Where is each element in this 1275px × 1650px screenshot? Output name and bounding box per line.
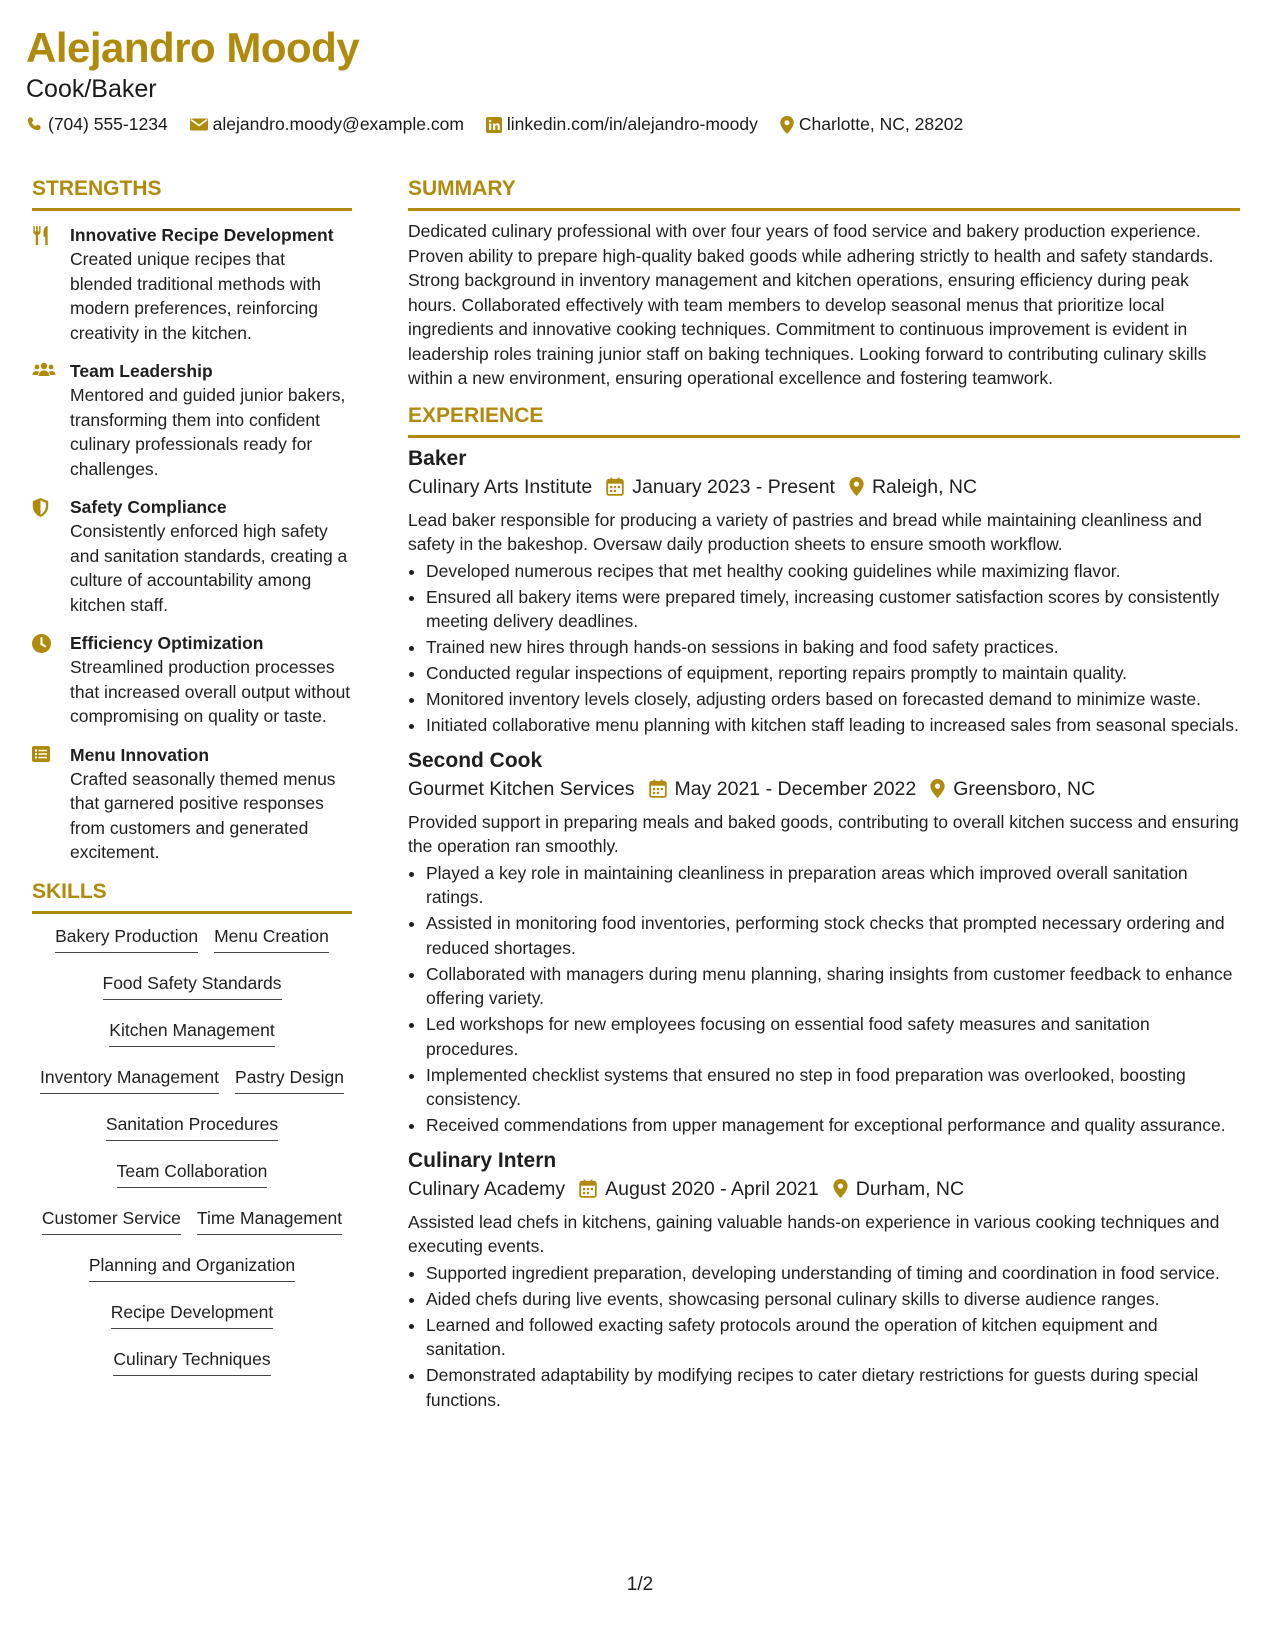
contact-email[interactable]	[190, 114, 464, 135]
job-entry	[408, 446, 1240, 738]
job-meta	[408, 1174, 1240, 1204]
strength-desc: Created unique recipes that blended traditional methods with modern preferences, reinforcing creativity in the kitchen.	[70, 249, 321, 343]
job-bullets	[408, 1261, 1240, 1413]
job-company: Culinary Arts Institute	[408, 475, 593, 498]
skill-tag: Inventory Management	[40, 1063, 219, 1094]
job-bullet: • Ensured all bakery items were prepared timely, increasing customer satisfaction scores by consistently meeting delivery deadlines.	[426, 585, 1240, 634]
utensils-icon	[32, 226, 49, 245]
job-location	[833, 1174, 964, 1204]
shield-icon	[32, 498, 49, 517]
job-bullet: • Received commendations from upper management for exceptional performance and quality assurance.	[426, 1113, 1240, 1138]
job-bullet: • Developed numerous recipes that met healthy cooking guidelines while maximizing flavor.	[426, 559, 1240, 584]
job-bullet: • Implemented checklist systems that ensured no step in food preparation was overlooked, boosting consistency.	[426, 1063, 1240, 1112]
skills-list	[32, 922, 352, 1392]
skill-tag: Culinary Techniques	[113, 1345, 270, 1376]
job-bullet: • Assisted in monitoring food inventories, performing stock checks that prompted necessary ordering and reduced shortages.	[426, 911, 1240, 960]
job-dates-text: May 2021 - December 2022	[674, 777, 917, 800]
strength-item	[32, 495, 352, 617]
skill-tag: Recipe Development	[111, 1298, 273, 1329]
job-description: Lead baker responsible for producing a variety of pastries and bread while maintaining cleanliness and safety in the bakeshop. Oversaw daily production sheets to ensure smooth workflow.	[408, 509, 1202, 554]
experience-heading: EXPERIENCE	[408, 403, 1240, 438]
job-bullets	[408, 559, 1240, 738]
strengths-list	[32, 223, 352, 865]
calendar-icon	[606, 477, 624, 496]
job-bullet: • Monitored inventory levels closely, adjusting orders based on forecasted demand to minimize waste.	[426, 687, 1240, 712]
skill-tag: Menu Creation	[214, 922, 329, 953]
job-title: Baker	[408, 446, 467, 470]
skill-tag: Kitchen Management	[109, 1016, 274, 1047]
envelope-icon	[190, 117, 208, 132]
job-location-text: Raleigh, NC	[871, 475, 978, 498]
clock-icon	[32, 634, 51, 653]
right-column	[408, 176, 1240, 1422]
job-meta	[408, 472, 1240, 502]
skills-heading: SKILLS	[32, 879, 352, 914]
job-bullet: • Conducted regular inspections of equipment, reporting repairs promptly to maintain quality.	[426, 661, 1240, 686]
strength-title: Safety Compliance	[70, 497, 227, 517]
skill-tag: Sanitation Procedures	[106, 1110, 278, 1141]
candidate-role: Cook/Baker	[26, 75, 157, 103]
contact-location	[780, 114, 963, 135]
job-bullet: • Played a key role in maintaining cleanliness in preparation areas which improved overall sanitation ratings.	[426, 861, 1240, 910]
strength-item	[32, 359, 352, 481]
job-dates-text: January 2023 - Present	[632, 475, 835, 498]
map-pin-icon	[833, 1179, 848, 1198]
strength-desc: Streamlined production processes that increased overall output without compromising on quality or taste.	[70, 657, 351, 726]
strength-title: Menu Innovation	[70, 744, 210, 765]
summary-text: Dedicated culinary professional with over four years of food service and bakery production experience. Proven ability to prepare high-quality baked goods while adhering strictly to health and safety standards. Strong background in inventory management and kitchen operations, ensuring efficiency during peak hours. Collaborated effectively with team members to develop seasonal menus that prioritize local ingredients and innovative cooking techniques. Commitment to continuous improvement is evident in leadership roles training junior staff on baking techniques. Looking forward to contributing culinary skills within a new environment, ensuring operational excellence and fostering teamwork.	[408, 221, 1214, 388]
job-bullet: • Supported ingredient preparation, developing understanding of timing and coordination in food service.	[426, 1261, 1240, 1286]
job-bullet: • Learned and followed exacting safety protocols around the operation of kitchen equipment and sanitation.	[426, 1313, 1240, 1362]
resume-header	[26, 22, 1249, 135]
strength-title: Team Leadership	[70, 361, 213, 381]
job-bullet: • Aided chefs during live events, showcasing personal culinary skills to diverse audience ranges.	[426, 1287, 1240, 1312]
skill-tag: Team Collaboration	[117, 1157, 268, 1188]
job-bullets	[408, 861, 1240, 1138]
page-number: 1/2	[626, 1574, 654, 1595]
map-pin-icon	[780, 116, 794, 134]
strength-item	[32, 631, 352, 729]
strength-title: Innovative Recipe Development	[70, 225, 334, 245]
strength-item	[32, 223, 352, 345]
job-description: Provided support in preparing meals and baked goods, contributing to overall kitchen success and ensuring the operation ran smoothly.	[408, 811, 1239, 856]
job-dates	[606, 472, 835, 502]
job-location	[930, 774, 1095, 804]
job-company: Culinary Academy	[408, 1177, 566, 1200]
list-icon	[32, 746, 50, 762]
job-entry	[408, 748, 1240, 1138]
job-dates	[579, 1174, 819, 1204]
skill-tag: Time Management	[197, 1204, 342, 1235]
skill-tag: Pastry Design	[235, 1063, 344, 1094]
job-bullet: • Collaborated with managers during menu planning, sharing insights from customer feedback to enhance offering variety.	[426, 962, 1240, 1011]
strength-desc: Consistently enforced high safety and sanitation standards, creating a culture of accountability among kitchen staff.	[70, 521, 348, 615]
linkedin-link[interactable]: linkedin.com/in/alejandro-moody	[506, 114, 758, 134]
job-bullet: • Demonstrated adaptability by modifying recipes to cater dietary restrictions for guests during special functions.	[426, 1363, 1240, 1412]
phone-icon	[26, 116, 43, 133]
contact-phone	[26, 114, 168, 135]
contact-linkedin[interactable]	[486, 114, 758, 135]
calendar-icon	[649, 779, 667, 798]
skill-tag: Food Safety Standards	[103, 969, 282, 1000]
phone-text: (704) 555-1234	[48, 114, 168, 134]
strength-item	[32, 743, 352, 865]
job-meta	[408, 774, 1240, 804]
job-entry	[408, 1148, 1240, 1413]
linkedin-icon	[486, 117, 502, 133]
strengths-heading: STRENGTHS	[32, 176, 352, 211]
map-pin-icon	[930, 779, 945, 798]
strength-desc: Crafted seasonally themed menus that garnered positive responses from customers and generated excitement.	[70, 768, 336, 862]
job-title: Second Cook	[408, 748, 543, 772]
skill-tag: Customer Service	[42, 1204, 181, 1235]
candidate-name: Alejandro Moody	[26, 24, 360, 71]
job-dates	[649, 774, 917, 804]
skill-tag: Bakery Production	[55, 922, 198, 953]
location-text: Charlotte, NC, 28202	[798, 114, 964, 134]
skill-tag: Planning and Organization	[89, 1251, 295, 1282]
strength-title: Efficiency Optimization	[70, 633, 264, 653]
job-location	[849, 472, 977, 502]
left-column	[32, 176, 352, 1392]
job-company: Gourmet Kitchen Services	[408, 777, 635, 800]
calendar-icon	[579, 1179, 597, 1198]
job-description: Assisted lead chefs in kitchens, gaining valuable hands-on experience in various cooking techniques and executing events.	[408, 1211, 1220, 1256]
contact-bar	[26, 114, 1249, 135]
job-title: Culinary Intern	[408, 1148, 557, 1172]
summary-heading: SUMMARY	[408, 176, 1240, 211]
job-location-text: Durham, NC	[855, 1177, 965, 1200]
users-icon	[32, 362, 56, 378]
email-link[interactable]: alejandro.moody@example.com	[212, 114, 464, 134]
map-pin-icon	[849, 477, 864, 496]
job-dates-text: August 2020 - April 2021	[605, 1177, 819, 1200]
job-bullet: • Led workshops for new employees focusing on essential food safety measures and sanitation procedures.	[426, 1012, 1240, 1061]
job-location-text: Greensboro, NC	[953, 777, 1096, 800]
job-bullet: • Initiated collaborative menu planning with kitchen staff leading to increased sales from seasonal specials.	[426, 713, 1240, 738]
job-bullet: • Trained new hires through hands-on sessions in baking and food safety practices.	[426, 635, 1240, 660]
strength-desc: Mentored and guided junior bakers, transforming them into confident culinary professionals ready for challenges.	[70, 385, 346, 479]
